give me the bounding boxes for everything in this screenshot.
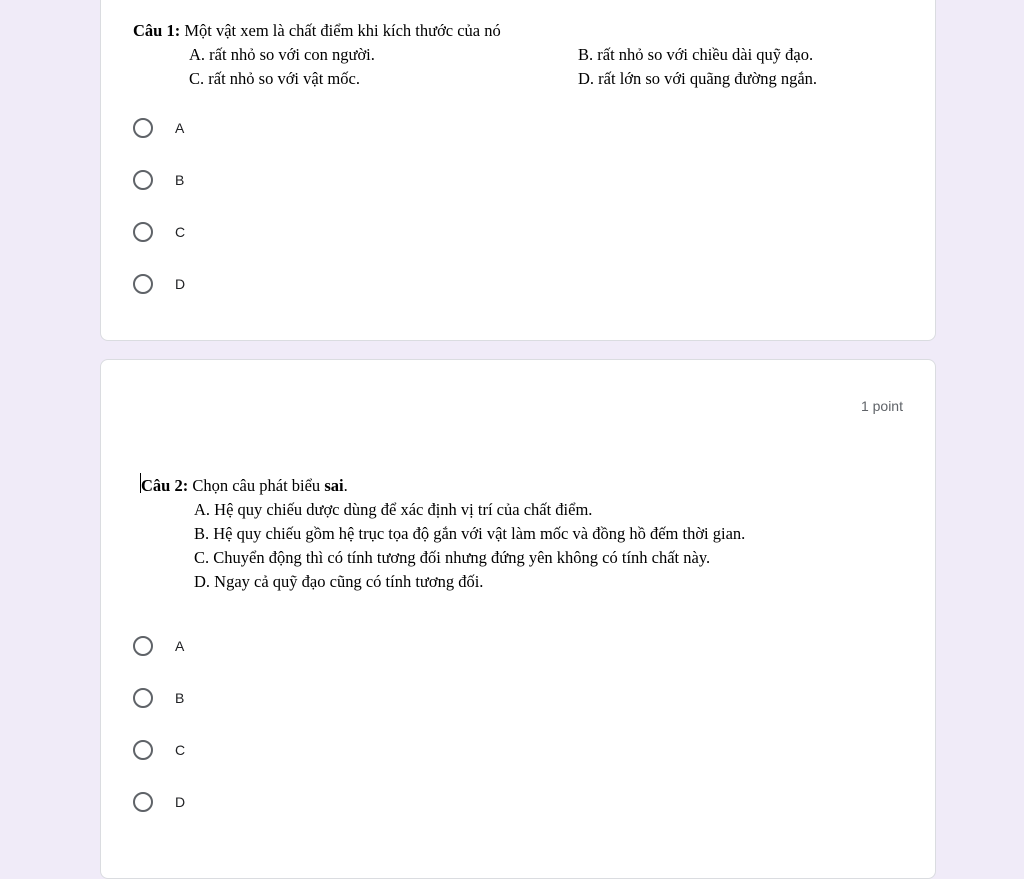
option-label: C [175, 224, 186, 240]
option-label: D [175, 794, 186, 810]
option-label: A [175, 120, 185, 136]
question-2-choice-a: A. Hệ quy chiếu dược dùng để xác định vị trí của chất điểm. [194, 500, 593, 519]
q2-option-c[interactable] [133, 738, 185, 762]
question-2-number: Câu 2: [141, 476, 189, 495]
radio-circle-icon[interactable] [133, 636, 153, 656]
question-1-choice-b: B. rất nhỏ so với chiều dài quỹ đạo. [578, 45, 814, 64]
option-label: B [175, 172, 185, 188]
q1-option-b[interactable] [133, 168, 184, 192]
option-label: B [175, 690, 185, 706]
q2-option-d[interactable] [133, 790, 185, 814]
question-1-choice-c: C. rất nhỏ so với vật mốc. [189, 69, 360, 88]
radio-circle-icon[interactable] [133, 118, 153, 138]
points-label: 1 point [860, 398, 903, 414]
question-card-2 [100, 359, 936, 879]
radio-circle-icon[interactable] [133, 792, 153, 812]
option-label: D [175, 276, 186, 292]
question-card-1 [100, 0, 936, 341]
q2-option-b[interactable] [133, 686, 184, 710]
option-label: A [175, 638, 185, 654]
question-1-choice-a: A. rất nhỏ so với con người. [189, 45, 375, 64]
radio-circle-icon[interactable] [133, 688, 153, 708]
q2-option-a[interactable] [133, 634, 184, 658]
radio-circle-icon[interactable] [133, 274, 153, 294]
question-1-stem: Câu 1: Một vật xem là chất điểm khi kích thước của nó [133, 21, 501, 40]
q1-option-c[interactable] [133, 220, 185, 244]
question-2-emphasis: sai [324, 476, 344, 495]
radio-circle-icon[interactable] [133, 222, 153, 242]
question-1-number: Câu 1: [133, 21, 181, 40]
radio-circle-icon[interactable] [133, 170, 153, 190]
radio-circle-icon[interactable] [133, 740, 153, 760]
option-label: C [175, 742, 186, 758]
q1-option-a[interactable] [133, 116, 184, 140]
question-2-choice-b: B. Hệ quy chiếu gồm hệ trục tọa độ gắn với vật làm mốc và đồng hồ đếm thời gian. [194, 524, 746, 543]
question-1-choice-d: D. rất lớn so với quãng đường ngắn. [578, 69, 818, 88]
question-2-choice-c: C. Chuyển động thì có tính tương đối nhưng đứng yên không có tính chất này. [194, 548, 711, 567]
q1-option-d[interactable] [133, 272, 185, 296]
question-2-choice-d: D. Ngay cả quỹ đạo cũng có tính tương đối. [194, 572, 484, 591]
question-2-stem: Câu 2: Chọn câu phát biểu sai. [141, 476, 348, 495]
